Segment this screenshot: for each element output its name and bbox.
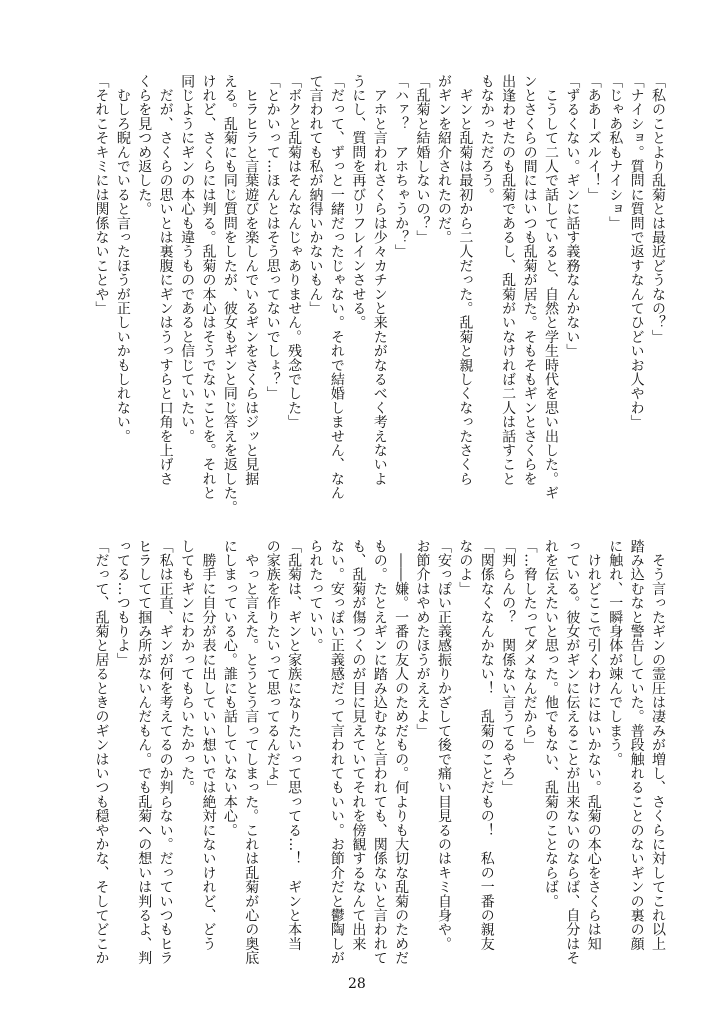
text-column: ない。安っぽい正義感だって言われてもいい。お節介だと鬱陶しが <box>328 539 345 965</box>
text-column: 勝手に自分が表に出していい想いでは絶対にないけれど、どう <box>200 539 217 951</box>
text-column: 「私のことより乱菊とは最近どうなの？」 <box>650 74 666 344</box>
text-column: 「…脅したってダメなんだから」 <box>521 539 538 752</box>
text-column: 同じようにギンの本心も違うものであると信じていたい。 <box>179 74 196 444</box>
text-column: もの。たとえギンに踏み込むなと言われても、関係ないと言われて <box>371 539 388 965</box>
text-column: こうして二人で話していると、自然と学生時代を思い出した。ギ <box>542 74 559 500</box>
page-number: 28 <box>348 976 366 992</box>
text-column: 「ハァ？ アホちゃうか？」 <box>393 74 410 259</box>
text-column: うにし、質問を再びリフレインさせる。 <box>350 74 367 330</box>
text-column: アホと言われさくらは少々カチンと来たがなるべく考えないよ <box>371 74 388 486</box>
text-column: ンとさくらの間にはいつも乱菊が居た。そもそもギンとさくらを <box>521 74 538 486</box>
text-column: ギンと乱菊は最初から二人だった。乱菊と親しくなったさくら <box>457 74 474 486</box>
text-block-top <box>90 74 668 514</box>
text-column: 踏み込むなと警告していた。普段触れることのないギンの裏の顔 <box>628 539 645 951</box>
text-column: 「判らんの？ 関係ない言うてるやろ」 <box>500 539 517 795</box>
text-column: れを伝えたいと思った。他でもない、乱菊のことならば。 <box>542 539 559 909</box>
text-column: っている。彼女がギンに伝えることが出来ないのならば、自分はそ <box>564 539 581 965</box>
text-column: 「だって、ずっと一緒だったじゃない。それで結婚しません、なん <box>328 74 345 500</box>
text-column: お節介はやめたほうがええよ」 <box>414 539 431 738</box>
text-column: ――嫌。一番の友人のためだもの。何よりも大切な乱菊のためだ <box>393 539 410 965</box>
text-column: 「とかいって…ほんとはそう思ってないでしょ？」 <box>264 74 281 401</box>
text-column: 「じゃあ私もナイショ」 <box>607 74 624 231</box>
text-column: 「だって、乱菊と居るときのギンはいつも穏やかな、そしてどこか <box>93 539 110 965</box>
text-column: に触れ、一瞬身体が竦んでしまう。 <box>607 539 624 767</box>
text-column: けれどここで引くわけにはいかない。乱菊の本心をさくらは知 <box>585 539 602 951</box>
text-column: 出逢わせたのも乱菊であるし、乱菊がいなければ二人は話すこと <box>500 74 517 486</box>
text-column: ってる…つもりよ」 <box>114 539 131 667</box>
text-column: 「乱菊は、ギンと家族になりたいって思ってる…！ ギンと本当 <box>286 539 303 951</box>
text-column: 「私は正直、ギンが何を考えてるのか判らない。だっていつもヒラ <box>157 539 174 965</box>
text-column: くらを見つめ返した。 <box>136 74 153 216</box>
text-column: なのよ」 <box>457 539 474 596</box>
text-block-bottom <box>90 539 668 965</box>
text-column: もなかっただろう。 <box>478 74 495 202</box>
text-column: も、乱菊が傷つくのが目に見えていてそれを傍観するなんて出来 <box>350 539 367 951</box>
text-column: ヒラヒラと言葉遊びを楽しんでいるギンをさくらはジッと見据 <box>243 74 260 486</box>
text-column: してもギンにわかってもらいたかった。 <box>179 539 196 795</box>
text-column: の家族を作りたいって思ってるんだよ」 <box>264 539 281 795</box>
text-column: ヒラしてて掴み所がないんだもん。でも乱菊への想いは判るよ、判 <box>136 539 153 965</box>
text-column: 「乱菊と結婚しないの？」 <box>414 74 431 245</box>
text-column: 「ナイショ。質問に質問で返すなんてひどいお人やわ」 <box>628 74 645 429</box>
text-column: だが、さくらの思いとは裏腹にギンはうっすらと口角を上げさ <box>157 74 174 486</box>
text-column: むしろ睨んでいると言ったほうが正しいかもしれない。 <box>114 74 131 444</box>
text-column: けれど、さくらには判る。乱菊の本心はそうでないことを。それと <box>200 74 217 500</box>
text-column: やっと言えた。とうとう言ってしまった。これは乱菊が心の奥底 <box>243 539 260 965</box>
text-column: そう言ったギンの霊圧は凄みが増し、さくらに対してこれ以上 <box>650 539 666 951</box>
text-column: 「ああーズルイ！」 <box>585 74 602 202</box>
text-column: られたっていい。 <box>307 539 324 653</box>
text-column: 「ずるくない。ギンに話す義務なんかない」 <box>564 74 581 358</box>
text-column: 「ボクと乱菊はそんなんじゃありません。残念でした」 <box>286 74 303 429</box>
text-column: て言われても私が納得いかないもん」 <box>307 74 324 316</box>
text-column: にしまっている心。誰にも話していない本心。 <box>221 539 238 838</box>
text-column: える。乱菊にも同じ質問をしたが、彼女もギンと同じ答えを返した。 <box>221 74 238 515</box>
text-column: 「関係なくなんかない！ 乱菊のことだもの！ 私の一番の親友 <box>478 539 495 951</box>
text-column: 「それこそキミには関係ないことや」 <box>93 74 110 316</box>
text-column: 「安っぽい正義感振りかざして後で痛い目見るのはキミ自身や。 <box>435 539 452 951</box>
text-column: がギンを紹介されたのだ。 <box>435 74 452 245</box>
